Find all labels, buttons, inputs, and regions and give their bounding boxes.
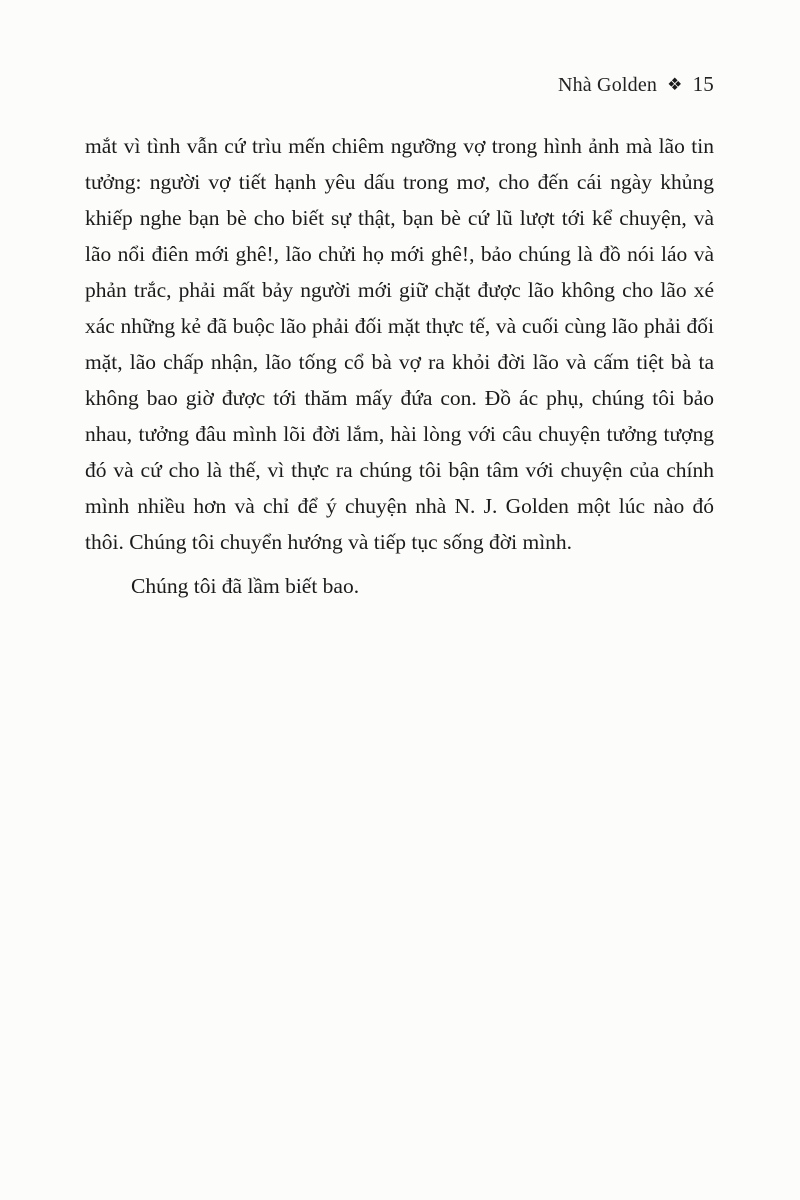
running-header: [85, 72, 714, 97]
book-title: Nhà Golden: [557, 74, 658, 96]
diamond-icon: ❖: [667, 75, 683, 94]
page-number: 15: [692, 72, 714, 96]
paragraph: mắt vì tình vẫn cứ trìu mến chiêm ngưỡng vợ trong hình ảnh mà lão tin tưởng: người vợ tiết hạnh yêu dấu trong mơ, cho đến cái ngày khủng khiếp nghe bạn bè cho biết sự thật, bạn bè cứ lũ lượt tới kể chuyện, và lão nổi điên mới ghê!, lão chửi họ mới ghê!, bảo chúng là đồ nói láo và phản trắc, phải mất bảy người mới giữ chặt được lão không cho lão xé xác những kẻ đã buộc lão phải đối mặt thực tế, và cuối cùng lão phải đối mặt, lão chấp nhận, lão tống cổ bà vợ ra khỏi đời lão và cấm tiệt bà ta không bao giờ được tới thăm mấy đứa con. Đồ ác phụ, chúng tôi bảo nhau, tưởng đâu mình lõi đời lắm, hài lòng với câu chuyện tưởng tượng đó và cứ cho là thế, vì thực ra chúng tôi bận tâm với chuyện của chính mình nhiều hơn và chỉ để ý chuyện nhà N. J. Golden một lúc nào đó thôi. Chúng tôi chuyển hướng và tiếp tục sống đời mình.: [85, 134, 714, 554]
body-text: [85, 128, 714, 604]
paragraph: Chúng tôi đã lầm biết bao.: [131, 574, 360, 598]
